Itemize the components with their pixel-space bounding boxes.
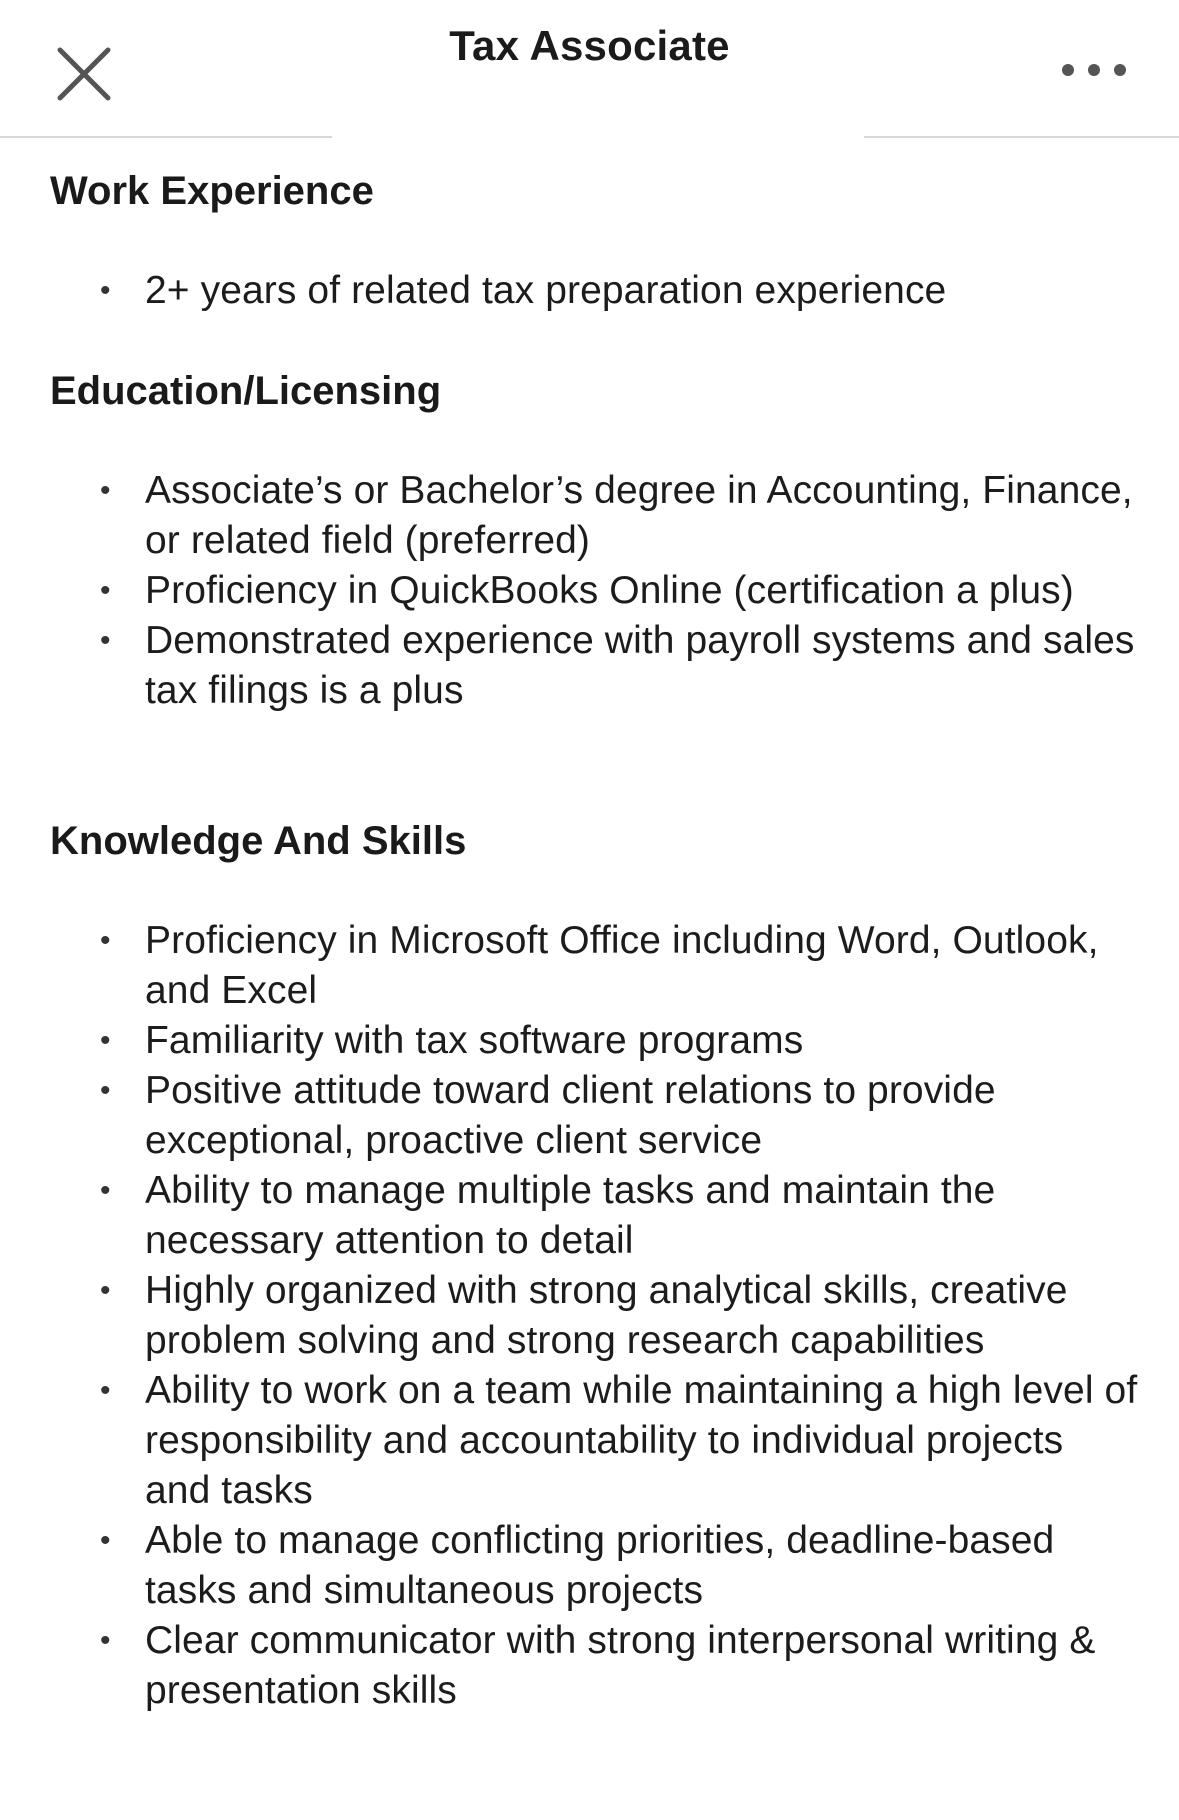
list-item-text: Familiarity with tax software programs [145,1019,804,1062]
list-item-text: Positive attitude toward client relations to provide exceptional, proactive client service [145,1069,996,1162]
bullet-icon: • [100,924,111,957]
header-divider-right [864,136,1179,138]
bullet-icon: • [100,1024,111,1057]
more-options-button[interactable] [1058,56,1130,84]
bullet-icon: • [100,1174,111,1207]
list-item [0,1066,1179,1166]
list-item [0,916,1179,1016]
list-item [0,1266,1179,1366]
list-item-text: Ability to manage multiple tasks and maintain the necessary attention to detail [145,1169,996,1262]
section-heading-education-licensing: Education/Licensing [50,369,442,413]
bullet-icon: • [100,574,111,607]
list-item [0,466,1179,566]
list-item [0,1516,1179,1616]
list-item-text: Demonstrated experience with payroll systems and sales tax filings is a plus [145,619,1135,712]
list-item-text: Proficiency in QuickBooks Online (certification a plus) [145,569,1074,612]
bullet-icon: • [100,1624,111,1657]
list-item [0,1166,1179,1266]
list-item [0,266,1179,316]
list-item [0,1016,1179,1066]
list-item-text: Highly organized with strong analytical skills, creative problem solving and strong research capabilities [145,1269,1068,1362]
list-item-text: Associate’s or Bachelor’s degree in Accounting, Finance, or related field (preferred) [145,469,1133,562]
list-item-text: 2+ years of related tax preparation experience [145,269,947,312]
section-heading-work-experience: Work Experience [50,169,374,213]
bullet-icon: • [100,1274,111,1307]
list-item [0,1616,1179,1716]
knowledge-and-skills-list [0,916,1179,1716]
page-title: Tax Associate [449,22,730,69]
list-item-text: Ability to work on a team while maintaining a high level of responsibility and accountability to individual projects and tasks [145,1369,1138,1512]
list-item-text: Proficiency in Microsoft Office including Word, Outlook, and Excel [145,919,1099,1012]
bullet-icon: • [100,474,111,507]
list-item [0,616,1179,716]
bullet-icon: • [100,274,111,307]
bullet-icon: • [100,1374,111,1407]
list-item-text: Clear communicator with strong interpersonal writing & presentation skills [145,1619,1096,1712]
more-horizontal-icon [1058,56,1130,84]
bullet-icon: • [100,1074,111,1107]
work-experience-list [0,266,1179,316]
bullet-icon: • [100,624,111,657]
top-bar [0,0,1179,140]
list-item-text: Able to manage conflicting priorities, deadline-based tasks and simultaneous projects [145,1519,1055,1612]
section-heading-knowledge-and-skills: Knowledge And Skills [50,819,467,863]
bullet-icon: • [100,1524,111,1557]
list-item [0,1366,1179,1516]
list-item [0,566,1179,616]
header-divider-left [0,136,332,138]
education-licensing-list [0,466,1179,716]
